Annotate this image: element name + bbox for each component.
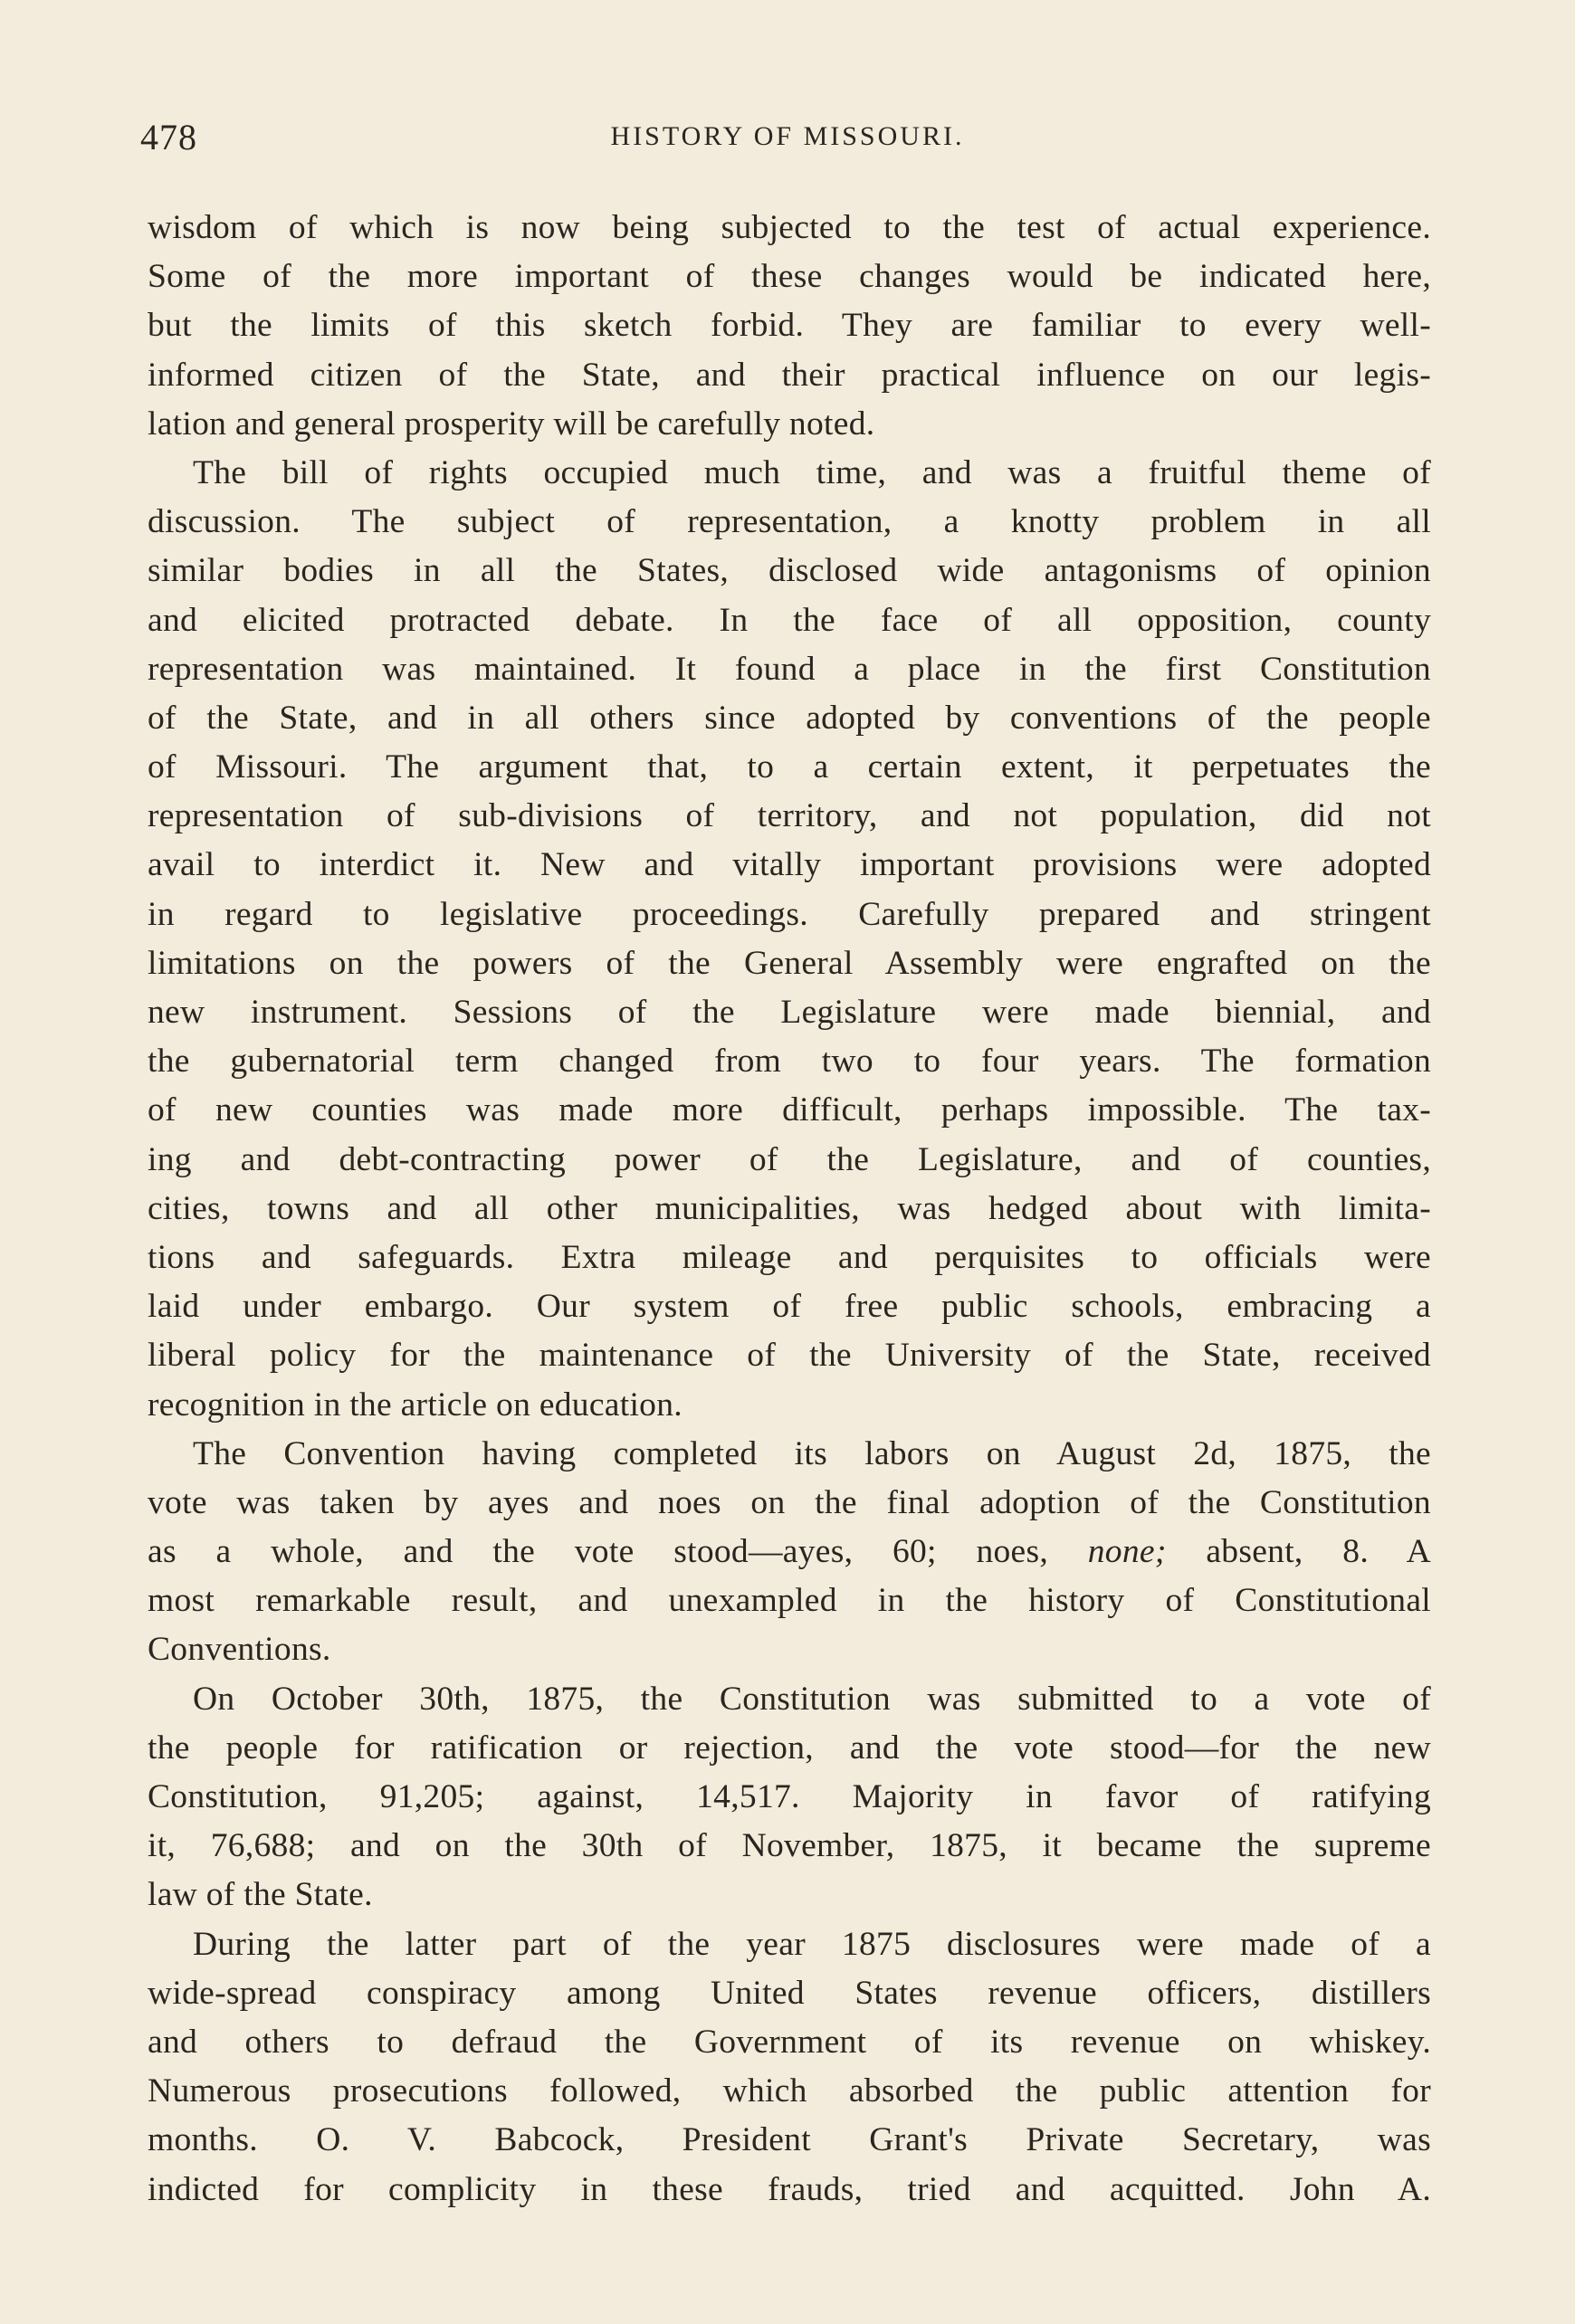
text-line: of new counties was made more difficult, perhaps impossible. The tax- [148, 1091, 1431, 1129]
text-line: The Convention having completed its labors on August 2d, 1875, the [193, 1434, 1431, 1472]
text-line: lation and general prosperity will be carefully noted. [148, 405, 875, 443]
text-line: During the latter part of the year 1875 disclosures were made of a [193, 1925, 1431, 1963]
text-line: representation was maintained. It found a place in the first Constitution [148, 650, 1431, 688]
text-line: vote was taken by ayes and noes on the final adoption of the Constitution [148, 1483, 1431, 1521]
text-line: of Missouri. The argument that, to a certain extent, it perpetuates the [148, 748, 1431, 786]
text-line: and others to defraud the Government of its revenue on whiskey. [148, 2023, 1431, 2061]
text-line: discussion. The subject of representation, a knotty problem in all [148, 503, 1431, 541]
text-line: law of the State. [148, 1876, 373, 1914]
body-text [148, 204, 1431, 2214]
text-line: similar bodies in all the States, disclosed wide antagonisms of opinion [148, 552, 1431, 590]
text-line: indicted for complicity in these frauds, tried and acquitted. John A. [148, 2170, 1431, 2208]
text-line: as a whole, and the vote stood—ayes, 60; noes, none; absent, 8. A [148, 1533, 1431, 1571]
paragraph [148, 449, 1431, 1430]
text-line: Numerous prosecutions followed, which absorbed the public attention for [148, 2072, 1431, 2110]
text-line: Conventions. [148, 1631, 331, 1669]
running-title: HISTORY OF MISSOURI. [610, 121, 965, 151]
text-line: new instrument. Sessions of the Legislature were made biennial, and [148, 994, 1431, 1031]
text-line: wide-spread conspiracy among United States revenue officers, distillers [148, 1974, 1431, 2012]
text-line: it, 76,688; and on the 30th of November, 1875, it became the supreme [148, 1827, 1431, 1865]
text-line: avail to interdict it. New and vitally important provisions were adopted [148, 846, 1431, 884]
text-line: months. O. V. Babcock, President Grant's Private Secretary, was [148, 2121, 1431, 2159]
text-line: of the State, and in all others since adopted by conventions of the people [148, 699, 1431, 737]
text-line: ing and debt-contracting power of the Legislature, and of counties, [148, 1140, 1431, 1178]
text-line: representation of sub-divisions of territory, and not population, did not [148, 797, 1431, 835]
text-line: most remarkable result, and unexampled in the history of Constitutional [148, 1582, 1431, 1620]
text-line: wisdom of which is now being subjected to the test of actual experience. [148, 209, 1431, 246]
text-line: the people for ratification or rejection, and the vote stood—for the new [148, 1729, 1431, 1767]
paragraph [148, 1430, 1431, 1675]
text-line: liberal policy for the maintenance of the University of the State, received [148, 1337, 1431, 1375]
text-line: tions and safeguards. Extra mileage and perquisites to officials were [148, 1238, 1431, 1276]
text-line: Constitution, 91,205; against, 14,517. Majority in favor of ratifying [148, 1778, 1431, 1815]
text-line: but the limits of this sketch forbid. They are familiar to every well- [148, 307, 1431, 345]
paragraph [148, 204, 1431, 449]
text-line: in regard to legislative proceedings. Carefully prepared and stringent [148, 895, 1431, 933]
text-line: and elicited protracted debate. In the face of all opposition, county [148, 601, 1431, 639]
paragraph [148, 1675, 1431, 1920]
page-header [140, 116, 1435, 170]
text-line: informed citizen of the State, and their practical influence on our legis- [148, 356, 1431, 394]
text-line: laid under embargo. Our system of free public schools, embracing a [148, 1288, 1431, 1326]
italic-text: none; [1087, 1533, 1167, 1571]
page-number: 478 [140, 117, 197, 157]
text-line: Some of the more important of these changes would be indicated here, [148, 258, 1431, 296]
text-line: On October 30th, 1875, the Constitution was submitted to a vote of [193, 1680, 1431, 1718]
text-line: The bill of rights occupied much time, and was a fruitful theme of [193, 453, 1431, 491]
text-line: cities, towns and all other municipalities, was hedged about with limita- [148, 1189, 1431, 1227]
paragraph [148, 1920, 1431, 2214]
text-line: limitations on the powers of the General Assembly were engrafted on the [148, 944, 1431, 982]
text-line: recognition in the article on education. [148, 1386, 682, 1424]
text-line: the gubernatorial term changed from two to four years. The formation [148, 1043, 1431, 1081]
